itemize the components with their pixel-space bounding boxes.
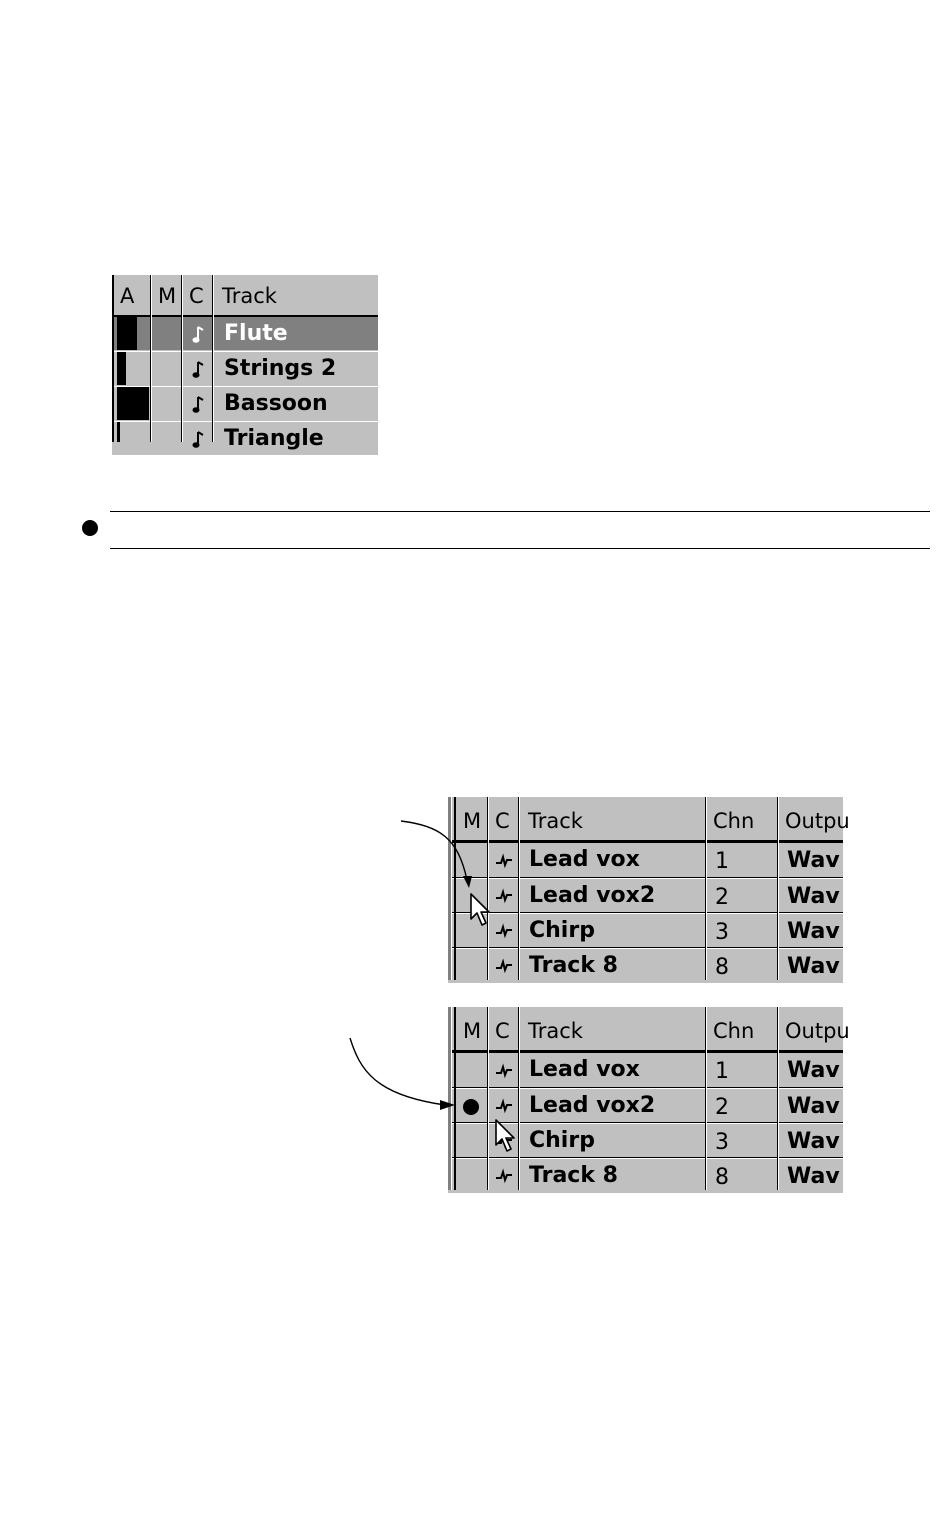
arrow-head-2: [440, 1100, 455, 1110]
track-name: Track 8: [529, 1163, 618, 1188]
column-header-chn[interactable]: Chn: [713, 1019, 755, 1043]
track-output[interactable]: Wav: [787, 848, 840, 873]
track-channel[interactable]: 8: [715, 955, 729, 980]
track-name: Lead vox2: [529, 1093, 656, 1118]
track-output[interactable]: Wav: [787, 1058, 840, 1083]
track-channel[interactable]: 1: [715, 1059, 729, 1084]
track-output[interactable]: Wav: [787, 919, 840, 944]
track-channel[interactable]: 3: [715, 1130, 729, 1155]
track-name: Strings 2: [224, 356, 337, 381]
track-output[interactable]: Wav: [787, 884, 840, 909]
column-header-chn[interactable]: Chn: [713, 809, 755, 833]
column-header-m[interactable]: M: [158, 284, 177, 308]
track-output[interactable]: Wav: [787, 1164, 840, 1189]
track-channel[interactable]: 1: [715, 849, 729, 874]
column-header-c[interactable]: C: [189, 284, 204, 308]
track-output[interactable]: Wav: [787, 954, 840, 979]
column-header-c[interactable]: C: [495, 809, 510, 833]
column-header-track[interactable]: Track: [528, 809, 583, 833]
arrow-head-1: [463, 876, 472, 888]
column-header-output[interactable]: Outpu: [785, 1019, 850, 1043]
track-name: Chirp: [529, 918, 595, 943]
arrow-to-mute-cell: [401, 821, 467, 880]
track-name: Track 8: [529, 953, 618, 978]
track-name: Bassoon: [224, 391, 328, 416]
track-name: Lead vox: [529, 847, 640, 872]
track-name: Triangle: [224, 426, 324, 451]
track-output[interactable]: Wav: [787, 1129, 840, 1154]
track-channel[interactable]: 8: [715, 1165, 729, 1190]
track-name: Flute: [224, 321, 288, 346]
track-channel[interactable]: 2: [715, 885, 729, 910]
column-header-a[interactable]: A: [120, 284, 135, 308]
column-header-c[interactable]: C: [495, 1019, 510, 1043]
column-header-m[interactable]: M: [463, 1019, 482, 1043]
column-header-output[interactable]: Outpu: [785, 809, 850, 833]
arrow-to-mute-dot: [350, 1038, 445, 1105]
track-channel[interactable]: 2: [715, 1095, 729, 1120]
track-output[interactable]: Wav: [787, 1094, 840, 1119]
column-header-track[interactable]: Track: [222, 284, 277, 308]
track-name: Lead vox2: [529, 883, 656, 908]
track-name: Chirp: [529, 1128, 595, 1153]
track-channel[interactable]: 3: [715, 920, 729, 945]
column-header-m[interactable]: M: [463, 809, 482, 833]
track-name: Lead vox: [529, 1057, 640, 1082]
column-header-track[interactable]: Track: [528, 1019, 583, 1043]
